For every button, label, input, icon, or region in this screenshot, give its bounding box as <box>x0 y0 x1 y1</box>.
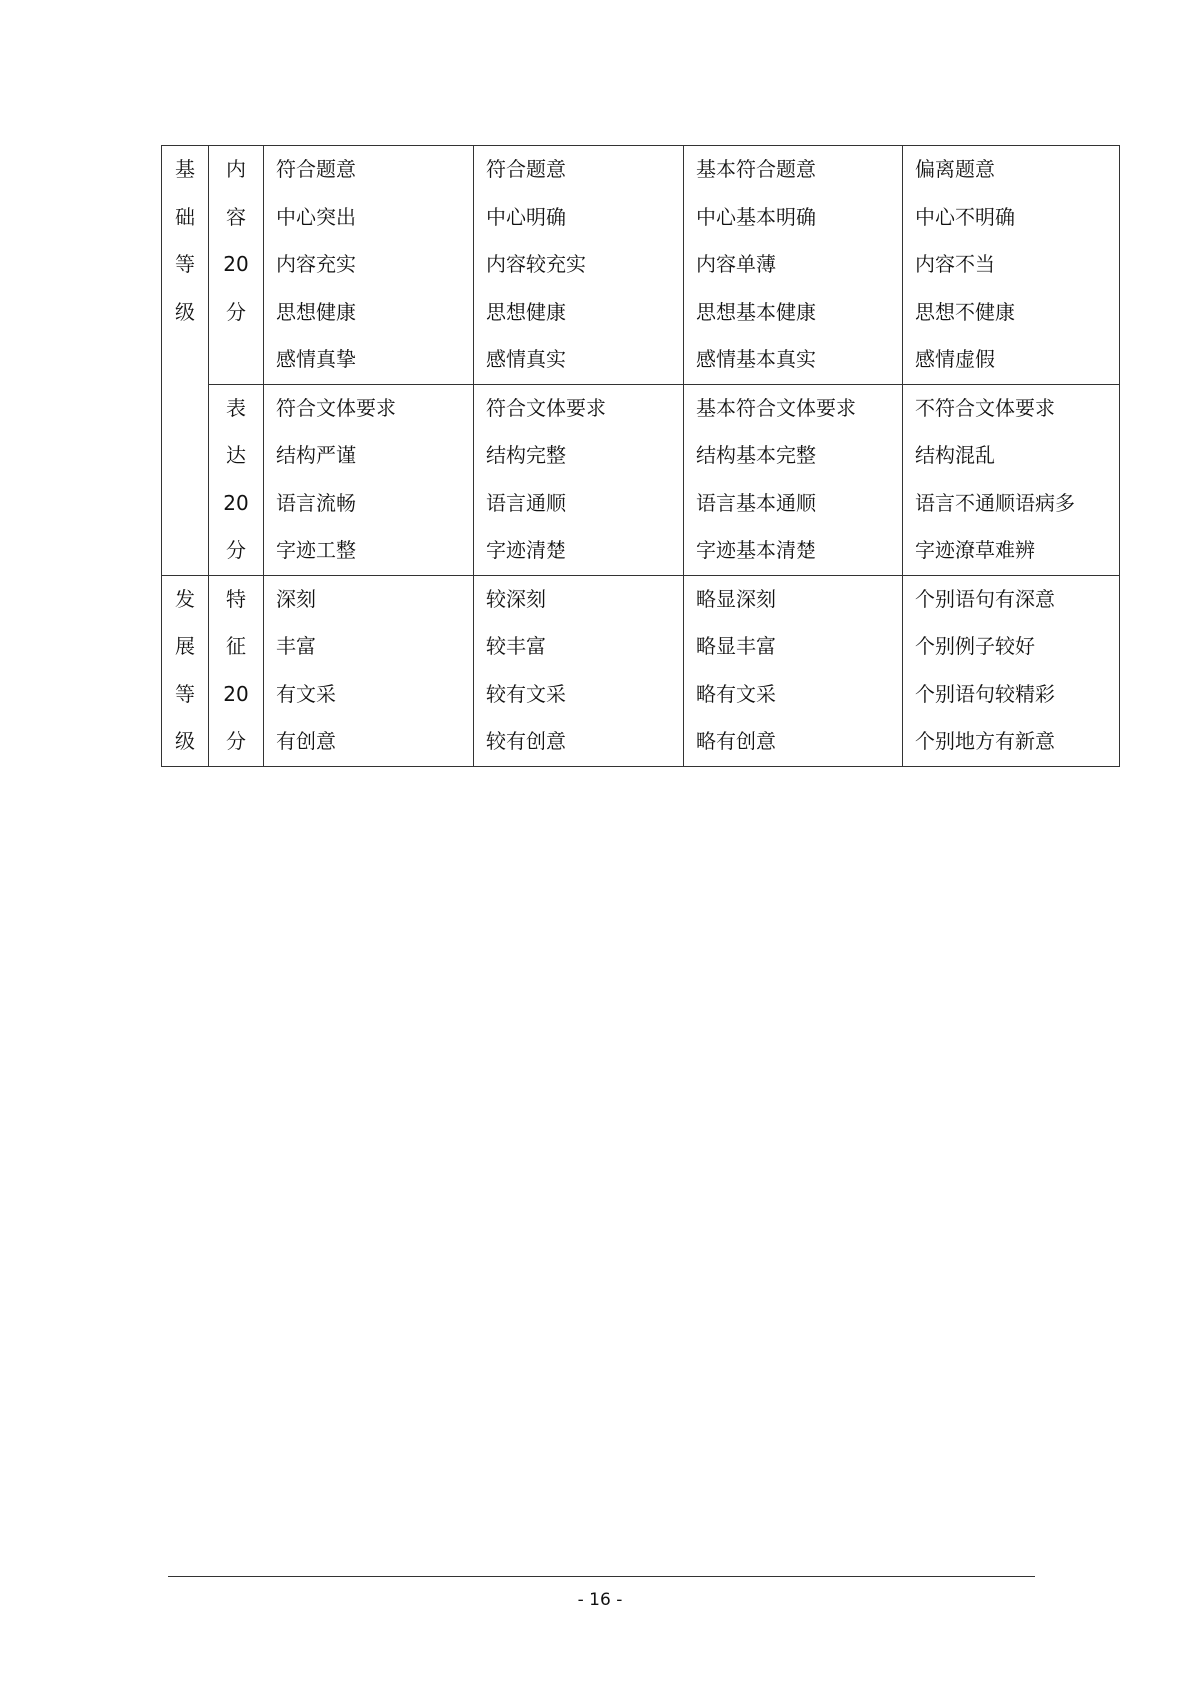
grade-cell <box>684 384 903 575</box>
grade-cell-line: 感情真实 <box>486 347 566 371</box>
level-label-cell-line: 级 <box>175 729 195 753</box>
category-label-cell-line: 分 <box>226 729 246 753</box>
footer-divider <box>168 1576 1035 1577</box>
category-label-cell-line: 特 <box>226 586 246 611</box>
grade-cell-line: 深刻 <box>276 586 316 611</box>
grade-cell-line: 较深刻 <box>486 586 546 611</box>
level-label-cell-line: 级 <box>175 299 195 324</box>
rubric-row <box>162 384 1120 575</box>
level-label-cell-line: 础 <box>175 204 195 229</box>
grade-cell-line: 结构严谨 <box>276 443 356 467</box>
rubric-row <box>162 146 1120 385</box>
grade-cell-line: 较丰富 <box>486 634 546 658</box>
category-label-cell-line: 分 <box>226 538 246 562</box>
rubric-row <box>162 575 1120 766</box>
rubric-body <box>162 146 1120 767</box>
category-label-cell-line: 征 <box>226 634 246 658</box>
grade-cell-line: 字迹潦草难辨 <box>915 538 1035 562</box>
grade-cell-line: 较有文采 <box>486 681 566 706</box>
grade-cell-line: 思想健康 <box>486 299 566 324</box>
category-label-cell-line: 20 <box>223 490 249 515</box>
grade-cell-line: 语言流畅 <box>276 490 356 515</box>
grade-cell-line: 较有创意 <box>486 729 566 753</box>
grade-cell <box>264 146 474 385</box>
level-label-cell-line: 展 <box>175 634 195 658</box>
grade-cell <box>903 146 1120 385</box>
grade-cell-line: 结构完整 <box>486 443 566 467</box>
grade-cell-line: 略显丰富 <box>696 634 776 658</box>
grade-cell-line: 丰富 <box>276 634 316 658</box>
category-label-cell-line: 内 <box>226 157 246 181</box>
level-label-cell <box>162 575 209 766</box>
grade-cell-line: 符合文体要求 <box>486 395 606 420</box>
grade-cell-line: 符合题意 <box>276 157 356 181</box>
category-label-cell-line: 表 <box>226 395 246 420</box>
category-label-cell-line: 20 <box>223 681 249 706</box>
grade-cell-line: 中心不明确 <box>915 204 1015 229</box>
grade-cell <box>684 146 903 385</box>
grade-cell-line: 思想基本健康 <box>696 299 816 324</box>
grade-cell <box>474 384 684 575</box>
category-label-cell-line: 分 <box>226 299 246 324</box>
grade-cell <box>474 146 684 385</box>
grade-cell-line: 略有创意 <box>696 729 776 753</box>
grade-cell-line: 有创意 <box>276 729 336 753</box>
level-label-cell-line: 等 <box>175 252 195 276</box>
grade-cell-line: 思想健康 <box>276 299 356 324</box>
grade-cell-line: 偏离题意 <box>915 157 995 181</box>
scoring-rubric-table <box>161 145 1120 767</box>
grade-cell-line: 符合题意 <box>486 157 566 181</box>
level-label-cell-line: 发 <box>175 586 195 611</box>
grade-cell-line: 个别语句较精彩 <box>915 681 1055 706</box>
grade-cell-line: 中心基本明确 <box>696 204 816 229</box>
grade-cell <box>903 384 1120 575</box>
grade-cell-line: 符合文体要求 <box>276 395 396 420</box>
category-label-cell <box>209 146 264 385</box>
grade-cell <box>264 384 474 575</box>
grade-cell <box>903 575 1120 766</box>
category-label-cell <box>209 384 264 575</box>
grade-cell-line: 结构基本完整 <box>696 443 816 467</box>
grade-cell-line: 中心明确 <box>486 204 566 229</box>
grade-cell-line: 基本符合题意 <box>696 157 816 181</box>
grade-cell-line: 基本符合文体要求 <box>696 395 856 420</box>
grade-cell-line: 略显深刻 <box>696 586 776 611</box>
category-label-cell <box>209 575 264 766</box>
grade-cell-line: 内容单薄 <box>696 252 776 276</box>
grade-cell-line: 语言不通顺语病多 <box>915 490 1075 515</box>
grade-cell-line: 感情基本真实 <box>696 347 816 371</box>
grade-cell-line: 字迹工整 <box>276 538 356 562</box>
category-label-cell-line: 达 <box>226 443 246 467</box>
grade-cell-line: 略有文采 <box>696 681 776 706</box>
level-label-cell-line: 基 <box>175 157 195 181</box>
page-number: - 16 - <box>577 1590 623 1610</box>
grade-cell-line: 内容较充实 <box>486 252 586 276</box>
grade-cell-line: 内容充实 <box>276 252 356 276</box>
grade-cell-line: 中心突出 <box>276 204 356 229</box>
grade-cell-line: 感情虚假 <box>915 347 995 371</box>
grade-cell-line: 语言通顺 <box>486 490 566 515</box>
level-label-cell <box>162 146 209 576</box>
grade-cell-line: 感情真挚 <box>276 347 356 371</box>
level-label-cell-line: 等 <box>175 681 195 706</box>
grade-cell-line: 内容不当 <box>915 252 995 276</box>
grade-cell-line: 字迹清楚 <box>486 538 566 562</box>
grade-cell <box>264 575 474 766</box>
grade-cell-line: 思想不健康 <box>915 299 1015 324</box>
grade-cell-line: 不符合文体要求 <box>915 395 1055 420</box>
grade-cell-line: 个别语句有深意 <box>915 586 1055 611</box>
grade-cell-line: 有文采 <box>276 681 336 706</box>
category-label-cell-line: 容 <box>226 204 246 229</box>
grade-cell-line: 个别地方有新意 <box>915 729 1055 753</box>
grade-cell <box>474 575 684 766</box>
category-label-cell-line: 20 <box>223 252 249 276</box>
grade-cell-line: 结构混乱 <box>915 443 995 467</box>
grade-cell <box>684 575 903 766</box>
grade-cell-line: 语言基本通顺 <box>696 490 816 515</box>
grade-cell-line: 个别例子较好 <box>915 634 1035 658</box>
grade-cell-line: 字迹基本清楚 <box>696 538 816 562</box>
